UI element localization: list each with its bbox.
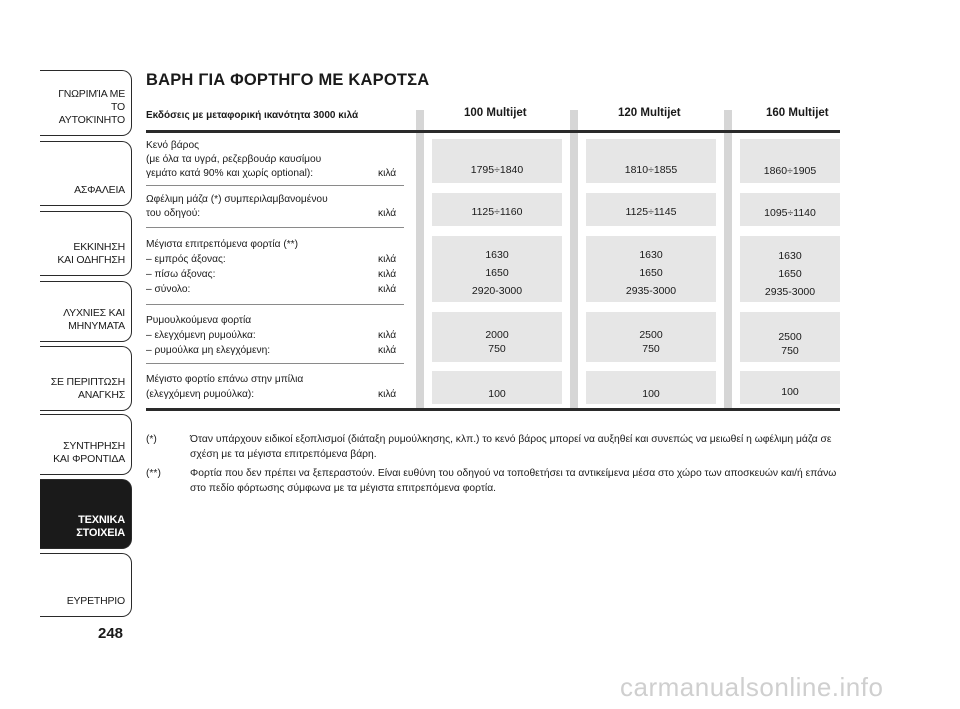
row-label-line: – εμπρός άξονας: xyxy=(146,254,226,265)
value: 1630 xyxy=(485,249,509,261)
value: 1860÷1905 xyxy=(763,165,817,177)
value: 2935-3000 xyxy=(625,285,677,297)
column-divider xyxy=(570,110,578,408)
row-label-line: Ωφέλιμη μάζα (*) συμπεριλαμβανομένου xyxy=(146,194,328,205)
tab-maintenance[interactable] xyxy=(40,414,132,475)
unit-label: κιλά xyxy=(378,345,397,356)
unit-label: κιλά xyxy=(378,168,397,179)
unit-label: κιλά xyxy=(378,254,397,265)
row-label-line: – ελεγχόμενη ρυμούλκα: xyxy=(146,330,256,341)
value: 2500 xyxy=(639,329,663,341)
tab-label: ΣΥΝΤΗΡΗΣΗ ΚΑΙ ΦΡΟΝΤΙΔΑ xyxy=(53,440,125,465)
page-title: ΒΑΡΗ ΓΙΑ ΦΟΡΤΗΓΟ ΜΕ ΚΑΡΟΤΣΑ xyxy=(146,71,430,89)
row-label-line: – σύνολο: xyxy=(146,284,191,295)
value: 2500 xyxy=(778,331,802,343)
column-header-100: 100 Multijet xyxy=(464,107,527,119)
row-label-line: (ελεγχόμενη ρυμούλκα): xyxy=(146,389,255,400)
unit-label: κιλά xyxy=(378,269,397,280)
row-separator xyxy=(146,304,404,305)
column-divider xyxy=(416,110,424,408)
row-label-line: Μέγιστο φορτίο επάνω στην μπίλια xyxy=(146,374,304,385)
page-number: 248 xyxy=(98,625,124,642)
tab-label: ΕΚΚΙΝΗΣΗ ΚΑΙ ΟΔΗΓΗΣΗ xyxy=(57,241,125,266)
footnote-mark: (*) xyxy=(146,434,157,445)
value: 1095÷1140 xyxy=(764,207,816,219)
tab-label: ΣΕ ΠΕΡΙΠΤΩΣΗ ΑΝΑΓΚΗΣ xyxy=(50,376,125,401)
tab-emergency[interactable] xyxy=(40,346,132,411)
value: 100 xyxy=(642,388,660,400)
value: 1125÷1160 xyxy=(471,206,523,218)
value: 750 xyxy=(781,345,799,357)
watermark: carmanualsonline.info xyxy=(620,672,884,702)
value: 750 xyxy=(642,343,660,355)
value: 100 xyxy=(781,386,799,398)
table-bottom-rule xyxy=(146,408,840,411)
value: 750 xyxy=(488,343,506,355)
column-header-160: 160 Multijet xyxy=(766,107,829,119)
value: 1810÷1855 xyxy=(624,164,678,176)
tab-label: ΓΝΩΡΙΜΊΑ ΜΕ ΤΟ ΑΥΤΟΚΊΝΗΤΟ xyxy=(58,88,125,126)
unit-label: κιλά xyxy=(378,330,397,341)
value: 100 xyxy=(488,388,506,400)
row-label-line: Ρυμουλκούμενα φορτία xyxy=(146,315,252,326)
tab-label: ΛΥΧΝΙΕΣ ΚΑΙ ΜΗΝΥΜΑΤΑ xyxy=(63,307,125,332)
value: 2000 xyxy=(485,329,509,341)
tab-starting-driving[interactable] xyxy=(40,211,132,276)
row-label-line: του οδηγού: xyxy=(146,208,201,219)
row-separator xyxy=(146,185,404,186)
row-separator xyxy=(146,227,404,228)
value: 1650 xyxy=(778,268,802,280)
table-top-rule xyxy=(146,130,840,133)
value: 2935-3000 xyxy=(764,286,816,298)
tab-vehicle-overview[interactable] xyxy=(40,70,132,136)
value: 1125÷1145 xyxy=(625,206,677,218)
unit-label: κιλά xyxy=(378,284,397,295)
row-separator xyxy=(146,363,404,364)
tab-lights-messages[interactable] xyxy=(40,281,132,342)
tab-label: ΕΥΡΕΤΗΡΙΟ xyxy=(66,595,125,607)
column-header-120: 120 Multijet xyxy=(618,107,681,119)
tab-label: ΑΣΦΑΛΕΙΑ xyxy=(74,184,125,196)
row-label-line: – πίσω άξονας: xyxy=(146,269,216,280)
value: 1630 xyxy=(778,250,802,262)
tab-technical-data[interactable] xyxy=(40,479,132,549)
row-label-line: Κενό βάρος xyxy=(146,140,200,151)
value: 1630 xyxy=(639,249,663,261)
footnote-mark: (**) xyxy=(146,468,161,479)
value: 1650 xyxy=(485,267,509,279)
row-label-line: Μέγιστα επιτρεπόμενα φορτία (**) xyxy=(146,239,299,250)
value: 2920-3000 xyxy=(471,285,523,297)
row-label-line: γεμάτο κατά 90% και χωρίς optional): xyxy=(146,168,314,179)
tab-label: ΤΕΧΝΙΚΑ ΣΤΟΙΧΕΙΑ xyxy=(76,514,125,539)
row-label-line: (με όλα τα υγρά, ρεζερβουάρ καυσίμου xyxy=(146,154,322,165)
value: 1650 xyxy=(639,267,663,279)
footnote-text: Φορτία που δεν πρέπει να ξεπεραστούν. Είναι ευθύνη του οδηγού να τοποθετήσει τα αντικείμενα μέσα στο χώρο των αποσκευών και/ή επάνω στο πεδίο φόρτωσης σύμφωνα με τα μέγιστα επιτρεπόμενα φορτία. xyxy=(190,468,837,494)
footnote-text: Όταν υπάρχουν ειδικοί εξοπλισμοί (διάταξη ρυμούλκησης, κλπ.) το κενό βάρος μπορεί να αυξηθεί και συνεπώς να μειωθεί η ωφέλιμη μάζα σε σχέση με τα μέγιστα επιτρεπόμενα βάρη. xyxy=(190,434,832,460)
table-label-header: Εκδόσεις με μεταφορική ικανότητα 3000 κιλά xyxy=(146,110,359,121)
unit-label: κιλά xyxy=(378,208,397,219)
value: 1795÷1840 xyxy=(470,164,524,176)
tab-safety[interactable] xyxy=(40,141,132,206)
tab-index[interactable] xyxy=(40,553,132,617)
column-divider xyxy=(724,110,732,408)
unit-label: κιλά xyxy=(378,389,397,400)
row-label-line: – ρυμούλκα μη ελεγχόμενη: xyxy=(146,345,271,356)
